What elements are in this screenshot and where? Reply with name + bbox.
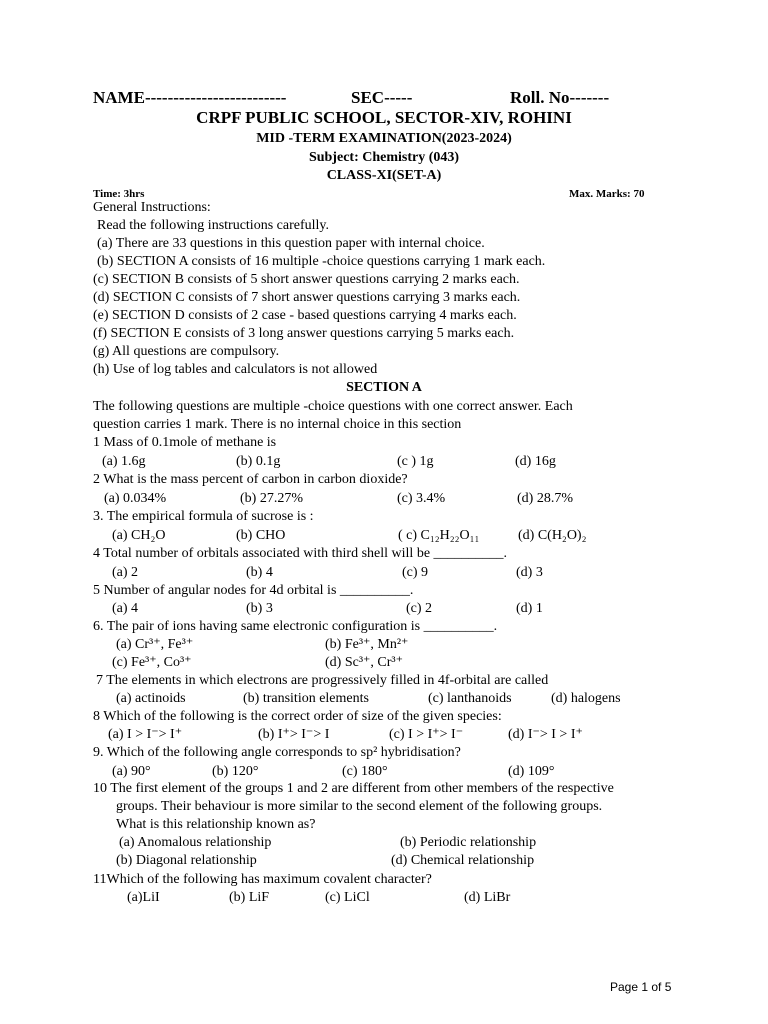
q5-option-a: (a) 4 <box>112 601 139 616</box>
instructions-title: General Instructions: <box>93 200 211 215</box>
q6-option-a: (a) Cr³⁺, Fe³⁺ <box>116 637 194 652</box>
section-a-intro: The following questions are multiple -choice questions with one correct answer. Each <box>93 399 573 414</box>
q3-option-a: (a) CH₂O <box>112 528 166 543</box>
question-10: groups. Their behaviour is more similar to the second element of the following groups. <box>116 799 603 814</box>
q1-option-a: (a) 1.6g <box>102 454 146 469</box>
q7-option-c: (c) lanthanoids <box>428 691 512 706</box>
class-title: CLASS-XI(SET-A) <box>326 168 442 183</box>
question-6: 6. The pair of ions having same electronic configuration is __________. <box>93 619 498 634</box>
q2-option-a: (a) 0.034% <box>104 491 167 506</box>
q4-option-b: (b) 4 <box>246 565 273 580</box>
q11-option-c: (c) LiCl <box>325 890 370 905</box>
q4-option-d: (d) 3 <box>516 565 543 580</box>
q9-option-c: (c) 180° <box>342 764 388 779</box>
q11-option-a: (a)LiI <box>127 890 160 905</box>
question-1: 1 Mass of 0.1mole of methane is <box>93 435 277 450</box>
q10-option-c: (b) Diagonal relationship <box>116 853 257 868</box>
q6-option-c: (c) Fe³⁺, Co³⁺ <box>112 655 192 670</box>
question-8: 8 Which of the following is the correct order of size of the given species: <box>93 709 502 724</box>
q7-option-a: (a) actinoids <box>116 691 186 706</box>
q8-option-b: (b) I⁺> I⁻> I <box>258 727 330 742</box>
instruction-item: (h) Use of log tables and calculators is not allowed <box>93 362 378 377</box>
instruction-item: (c) SECTION B consists of 5 short answer questions carrying 2 marks each. <box>93 272 520 287</box>
roll-no-field: Roll. No------- <box>510 88 610 107</box>
instruction-item: (g) All questions are compulsory. <box>93 344 280 359</box>
school-name: CRPF PUBLIC SCHOOL, SECTOR-XIV, ROHINI <box>196 108 572 127</box>
section-a-intro: question carries 1 mark. There is no internal choice in this section <box>93 417 462 432</box>
q8-option-a: (a) I > I⁻> I⁺ <box>108 727 183 742</box>
q7-option-d: (d) halogens <box>551 691 621 706</box>
question-11: 11Which of the following has maximum covalent character? <box>93 872 432 887</box>
q5-option-b: (b) 3 <box>246 601 273 616</box>
q5-option-d: (d) 1 <box>516 601 543 616</box>
q3-option-b: (b) CHO <box>236 528 286 543</box>
q10-option-a: (a) Anomalous relationship <box>119 835 272 850</box>
q6-option-d: (d) Sc³⁺, Cr³⁺ <box>325 655 403 670</box>
question-9: 9. Which of the following angle corresponds to sp² hybridisation? <box>93 745 461 760</box>
subject-title: Subject: Chemistry (043) <box>308 150 460 165</box>
q9-option-a: (a) 90° <box>112 764 151 779</box>
q2-option-c: (c) 3.4% <box>397 491 446 506</box>
question-3: 3. The empirical formula of sucrose is : <box>93 509 314 524</box>
q9-option-d: (d) 109° <box>508 764 555 779</box>
q2-option-d: (d) 28.7% <box>517 491 573 506</box>
q7-option-b: (b) transition elements <box>243 691 369 706</box>
exam-title: MID -TERM EXAMINATION(2023-2024) <box>256 131 512 146</box>
q1-option-d: (d) 16g <box>515 454 556 469</box>
q9-option-b: (b) 120° <box>212 764 259 779</box>
q8-option-c: (c) I > I⁺> I⁻ <box>389 727 464 742</box>
q1-option-b: (b) 0.1g <box>236 454 281 469</box>
instruction-item: (d) SECTION C consists of 7 short answer questions carrying 3 marks each. <box>93 290 521 305</box>
question-4: 4 Total number of orbitals associated with third shell will be __________. <box>93 546 508 561</box>
question-7: 7 The elements in which electrons are progressively filled in 4f-orbital are called <box>96 673 549 688</box>
q2-option-b: (b) 27.27% <box>240 491 303 506</box>
page-number: Page 1 of 5 <box>610 980 672 994</box>
q10-option-b: (b) Periodic relationship <box>400 835 537 850</box>
q3-option-c: ( c) C₁₂H₂₂O₁₁ <box>398 528 480 543</box>
instructions-intro: Read the following instructions carefully. <box>97 218 329 233</box>
q11-option-b: (b) LiF <box>229 890 270 905</box>
sec-field: SEC----- <box>351 88 413 107</box>
q10-option-d: (d) Chemical relationship <box>391 853 535 868</box>
question-5: 5 Number of angular nodes for 4d orbital is __________. <box>93 583 414 598</box>
name-field: NAME------------------------- <box>93 88 287 107</box>
instruction-item: (e) SECTION D consists of 2 case - based questions carrying 4 marks each. <box>93 308 517 323</box>
q4-option-a: (a) 2 <box>112 565 139 580</box>
max-marks-label: Max. Marks: 70 <box>569 188 645 200</box>
q8-option-d: (d) I⁻> I > I⁺ <box>508 727 583 742</box>
q3-option-d: (d) C(H₂O)₂ <box>518 528 587 543</box>
time-label: Time: 3hrs <box>93 188 145 200</box>
question-10: 10 The first element of the groups 1 and 2 are different from other members of the respective <box>93 781 614 796</box>
q6-option-b: (b) Fe³⁺, Mn²⁺ <box>325 637 409 652</box>
question-2: 2 What is the mass percent of carbon in carbon dioxide? <box>93 472 408 487</box>
q1-option-c: (c ) 1g <box>397 454 434 469</box>
instruction-item: (a) There are 33 questions in this question paper with internal choice. <box>97 236 485 251</box>
instruction-item: (f) SECTION E consists of 3 long answer questions carrying 5 marks each. <box>93 326 515 341</box>
instruction-item: (b) SECTION A consists of 16 multiple -choice questions carrying 1 mark each. <box>97 254 546 269</box>
q4-option-c: (c) 9 <box>402 565 429 580</box>
q5-option-c: (c) 2 <box>406 601 433 616</box>
q11-option-d: (d) LiBr <box>464 890 511 905</box>
question-10: What is this relationship known as? <box>116 817 316 832</box>
section-a-title: SECTION A <box>346 380 422 395</box>
